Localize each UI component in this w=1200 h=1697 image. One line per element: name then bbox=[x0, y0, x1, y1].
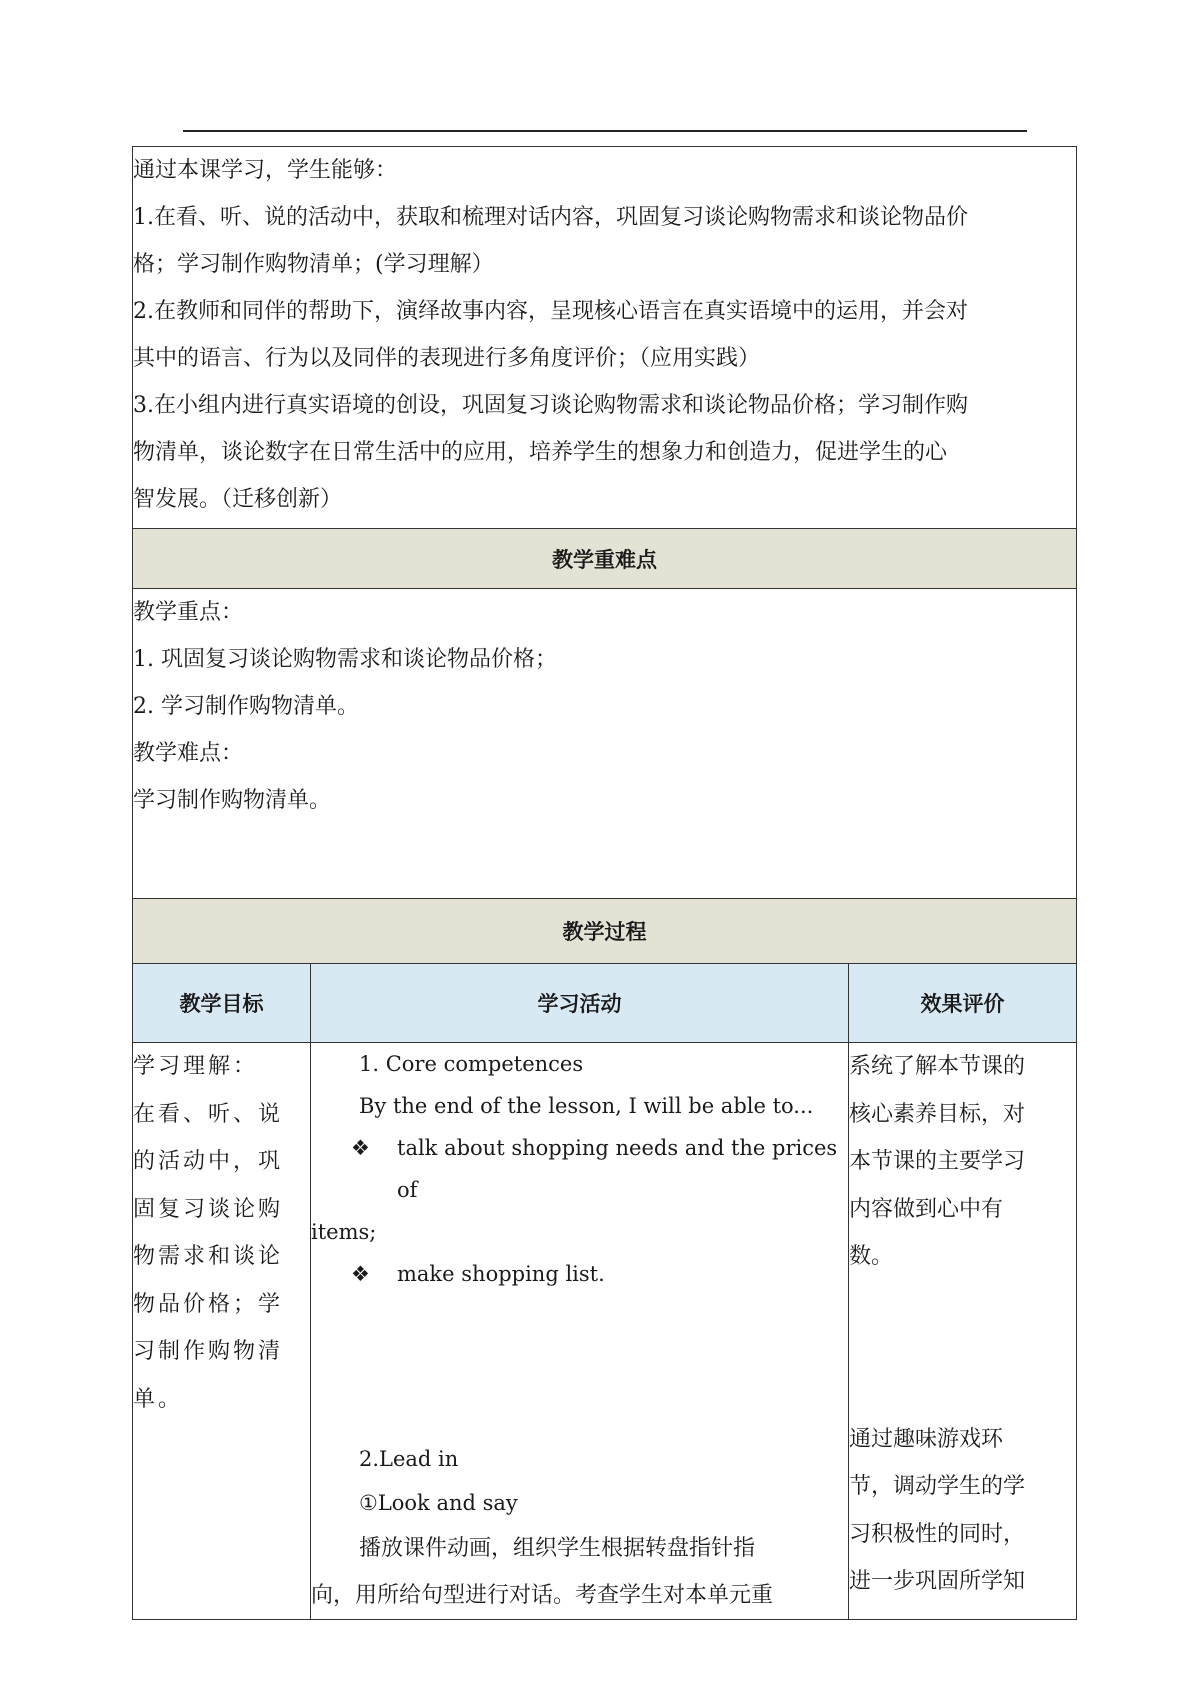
focus-item: 1. 巩固复习谈论购物需求和谈论物品价格； bbox=[133, 647, 557, 672]
objectives-intro: 通过本课学习，学生能够： bbox=[133, 158, 398, 183]
difficulty-label: 教学难点： bbox=[133, 741, 244, 766]
column-header-activity: 学习活动 bbox=[311, 964, 849, 1043]
objective-line: 其中的语言、行为以及同伴的表现进行多角度评价；（应用实践） bbox=[133, 346, 761, 371]
column-header-goal: 教学目标 bbox=[133, 964, 311, 1043]
goal-cell bbox=[133, 1043, 311, 1620]
objective-line: 格；学习制作购物清单；(学习理解） bbox=[133, 252, 494, 277]
objective-line: 3.在小组内进行真实语境的创设，巩固复习谈论购物需求和谈论物品价格；学习制作购 bbox=[133, 393, 968, 418]
effect-line: 节，调动学生的学 bbox=[849, 1474, 1026, 1499]
goal-line: 在看、听、说 bbox=[133, 1101, 284, 1127]
goal-line: 物需求和谈论 bbox=[133, 1244, 284, 1269]
step2-title: 2.Lead in bbox=[359, 1447, 459, 1471]
difficulty-item: 学习制作购物清单。 bbox=[133, 788, 332, 813]
bullet-text: talk about shopping needs and the prices of bbox=[397, 1136, 838, 1202]
step2-subtitle: ①Look and say bbox=[359, 1491, 518, 1515]
diamond-bullet-icon: ❖ bbox=[351, 1136, 370, 1160]
goal-line: 习制作购物清 bbox=[133, 1339, 284, 1364]
effect-line: 核心素养目标，对 bbox=[849, 1101, 1026, 1127]
goal-line: 固复习谈论购 bbox=[133, 1196, 284, 1222]
step1-title: 1. Core competences bbox=[359, 1052, 584, 1076]
effect-line: 系统了解本节课的 bbox=[849, 1054, 1026, 1079]
effect-line: 内容做到心中有 bbox=[849, 1196, 1004, 1222]
step1-intro: By the end of the lesson, I will be able to... bbox=[359, 1094, 814, 1118]
objective-line: 物清单，谈论数字在日常生活中的应用，培养学生的想象力和创造力，促进学生的心 bbox=[133, 440, 948, 465]
page-header-rule bbox=[183, 130, 1027, 132]
diamond-bullet-icon: ❖ bbox=[351, 1262, 370, 1286]
key-points-heading: 教学重难点 bbox=[133, 529, 1077, 589]
goal-line: 单。 bbox=[133, 1386, 184, 1412]
focus-label: 教学重点： bbox=[133, 600, 244, 625]
activity-cell bbox=[311, 1043, 849, 1620]
objective-line: 2.在教师和同伴的帮助下，演绎故事内容，呈现核心语言在真实语境中的运用，并会对 bbox=[133, 299, 968, 324]
effect-line: 通过趣味游戏环 bbox=[849, 1426, 1004, 1452]
step2-desc-line: 播放课件动画，组织学生根据转盘指针指 bbox=[359, 1536, 756, 1561]
lesson-plan-table bbox=[132, 146, 1077, 1620]
key-points-cell bbox=[133, 589, 1077, 899]
goal-line: 学习理解： bbox=[133, 1054, 259, 1079]
bullet-text-continued: items; bbox=[311, 1220, 377, 1244]
effect-line: 习积极性的同时， bbox=[849, 1521, 1026, 1547]
objective-line: 1.在看、听、说的活动中，获取和梳理对话内容，巩固复习谈论购物需求和谈论物品价 bbox=[133, 205, 968, 230]
focus-item: 2. 学习制作购物清单。 bbox=[133, 694, 359, 719]
column-header-effect: 效果评价 bbox=[849, 964, 1077, 1043]
objectives-cell bbox=[133, 147, 1077, 529]
step2-desc-line: 向，用所给句型进行对话。考查学生对本单元重 bbox=[311, 1583, 774, 1608]
process-heading: 教学过程 bbox=[133, 899, 1077, 964]
goal-line: 的活动中，巩 bbox=[133, 1149, 284, 1174]
bullet-item bbox=[311, 1253, 848, 1295]
bullet-text: make shopping list. bbox=[397, 1262, 605, 1286]
effect-line: 进一步巩固所学知 bbox=[849, 1569, 1026, 1594]
effect-line: 本节课的主要学习 bbox=[849, 1149, 1026, 1174]
effect-cell bbox=[849, 1043, 1077, 1620]
goal-line: 物品价格；学 bbox=[133, 1291, 284, 1317]
bullet-item bbox=[311, 1127, 848, 1211]
effect-line: 数。 bbox=[849, 1244, 894, 1269]
objective-line: 智发展。（迁移创新） bbox=[133, 487, 343, 512]
